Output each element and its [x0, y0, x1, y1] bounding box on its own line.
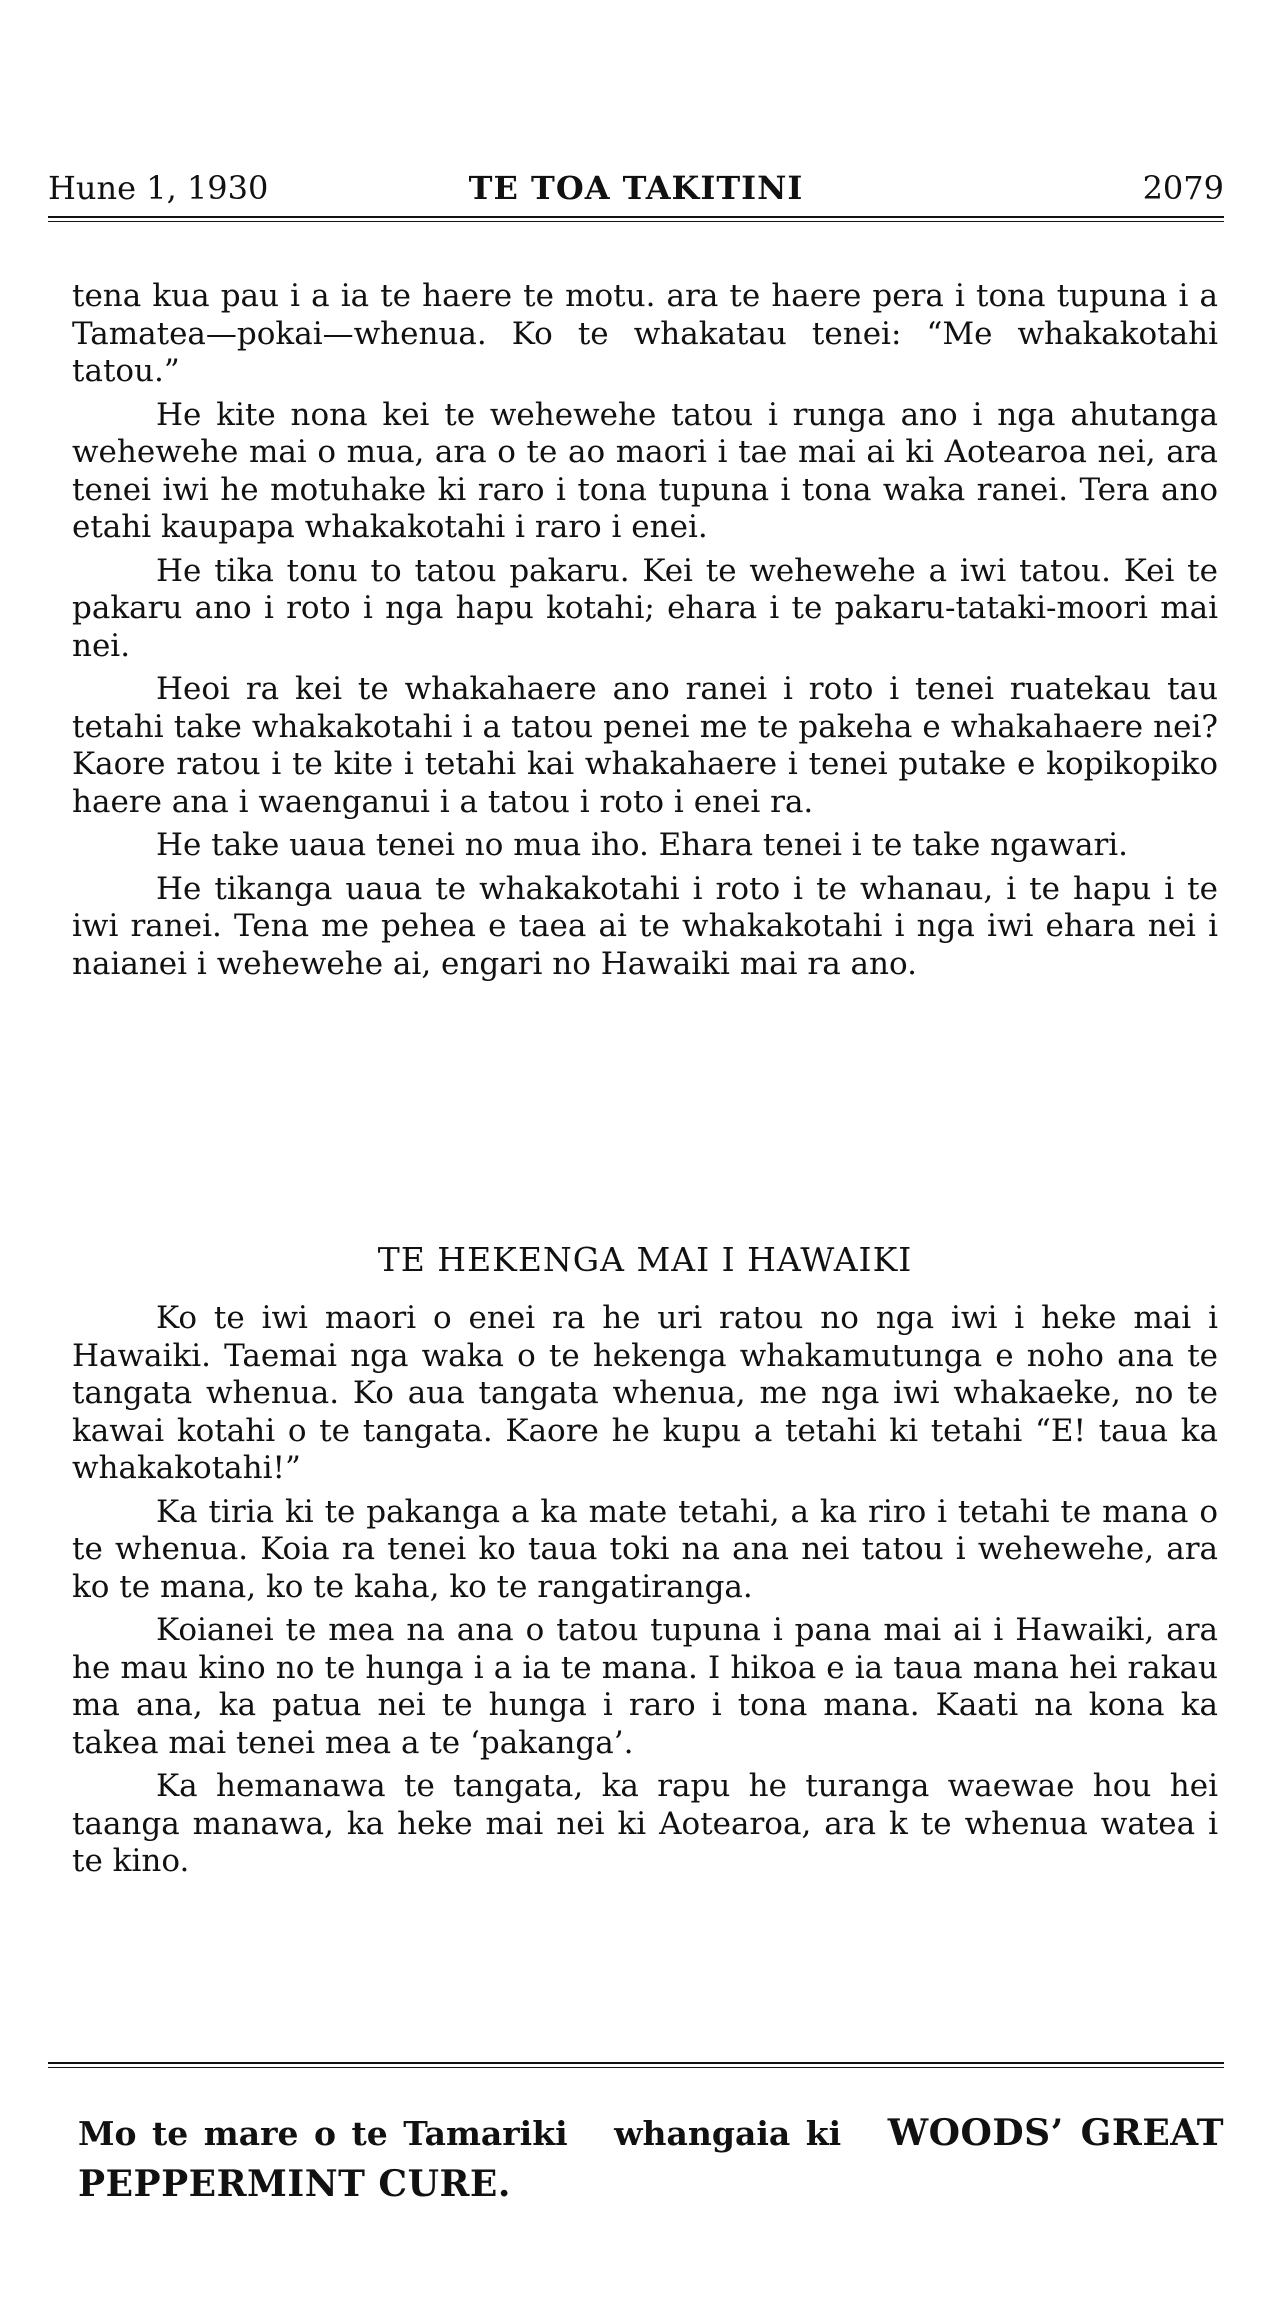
section-heading: TE HEKENGA MAI I HAWAIKI: [377, 1240, 913, 1279]
advert-rule: [48, 2062, 1224, 2068]
advert-text-2: whangaia ki: [614, 2114, 842, 2153]
paragraph-continued: tena kua pau i a ia te haere te motu. ara te haere pera i tona tupuna i a Tamatea—pokai—whenua. Ko te whakatau tenei: “Me whakakotahi tatou.”: [72, 278, 1218, 389]
advertisement: [78, 2108, 1224, 2210]
advert-product-name: WOODS’ GREAT PEPPERMINT CURE.: [78, 2112, 1225, 2205]
issue-date: Hune 1, 1930: [48, 169, 269, 207]
publication-title: TE TOA TAKITINI: [468, 169, 804, 207]
running-head: [48, 168, 1224, 212]
page-number: 2079: [1142, 169, 1224, 207]
header-rule: [48, 216, 1224, 222]
article-section-1: [72, 278, 1218, 989]
paragraph: He take uaua tenei no mua iho. Ehara tenei i te take ngawari.: [156, 827, 1129, 863]
paragraph: Koianei te mea na ana o tatou tupuna i pana mai ai i Hawaiki, ara he mau kino no te hunga i a ia te mana. I hikoa e ia taua mana hei rakau ma ana, ka patua nei te hunga i raro i tona mana. Kaati na kona ka takea mai tenei mea a te ‘pakanga’.: [72, 1612, 1218, 1761]
paragraph: Ka hemanawa te tangata, ka rapu he turanga waewae hou hei taanga manawa, ka heke mai nei ki Aotearoa, ara k te whenua watea i te kino.: [72, 1768, 1218, 1879]
paragraph: He tika tonu to tatou pakaru. Kei te wehewehe a iwi tatou. Kei te pakaru ano i roto i nga hapu kotahi; ehara i te pakaru-tataki-moori mai nei.: [72, 552, 1218, 664]
article-section-2: [72, 1300, 1218, 1887]
paragraph: Ko te iwi maori o enei ra he uri ratou no nga iwi i heke mai i Hawaiki. Taemai nga waka o te hekenga whakamutunga e noho ana te tangata whenua. Ko aua tangata whenua, me nga iwi whakaeke, no te kawai kotahi o te tangata. Kaore he kupu a tetahi ki tetahi “E! taua ka whakakotahi!”: [72, 1300, 1218, 1486]
paragraph: Ka tiria ki te pakanga a ka mate tetahi, a ka riro i tetahi te mana o te whenua. Koia ra tenei ko taua toki na ana nei tatou i wehewehe, ara ko te mana, ko te kaha, ko te rangatiranga.: [72, 1493, 1218, 1605]
advert-text-1: Mo te mare o te Tamariki: [78, 2114, 568, 2153]
paragraph: Heoi ra kei te whakahaere ano ranei i roto i tenei ruatekau tau tetahi take whakakotahi i a tatou penei me te pakeha e whakahaere nei? Kaore ratou i te kite i tetahi kai whakahaere i tenei putake e kopikopiko haere ana i waenganui i a tatou i roto i enei ra.: [72, 671, 1218, 820]
paragraph: He tikanga uaua te whakakotahi i roto i te whanau, i te hapu i te iwi ranei. Tena me pehea e taea ai te whakakotahi i nga iwi ehara nei i naianei i wehewehe ai, engari no Hawaiki mai ra ano.: [72, 870, 1218, 982]
paragraph: He kite nona kei te wehewehe tatou i runga ano i nga ahutanga wehewehe mai o mua, ara o te ao maori i tae mai ai ki Aotearoa nei, ara tenei iwi he motuhake ki raro i tona tupuna i tona waka ranei. Tera ano etahi kaupapa whakakotahi i raro i enei.: [72, 396, 1218, 545]
